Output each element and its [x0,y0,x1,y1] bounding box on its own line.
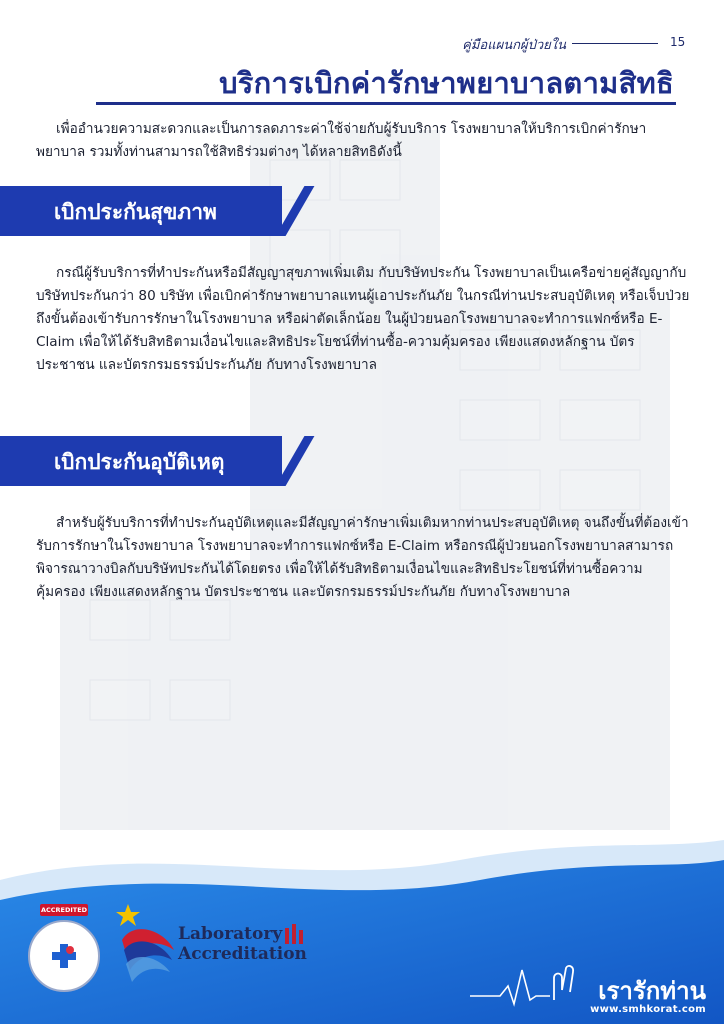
laboratory-accreditation-logo [114,900,314,1000]
section-paragraph-accident-insurance [36,512,690,604]
ha-accreditation-logo [22,904,106,1000]
page-header [0,34,724,58]
brand-block [590,978,706,1016]
section-body: กรณีผู้รับบริการที่ทำประกันหรือมีสัญญาสุขภาพเพิ่มเติม กับบริษัทประกัน โรงพยาบาลเป็นเครือข่ายคู่สัญญากับบริษัทประกันกว่า 80 บริษัท เพื่อเบิกค่ารักษาพยาบาลแทนผู้เอาประกันภัย ในกรณีท่านประสบอุบัติเหตุ หรือเจ็บป่วยถึงขั้นต้องเข้ารับการรักษาในโรงพยาบาล หรือผ่าตัดเล็กน้อย ในผู้ป่วยนอกโรงพยาบาลจะทำการแฟกซ์หรือ E-Claim เพื่อให้ได้รับสิทธิตามเงื่อนไขและสิทธิประโยชน์ที่ท่านซื้อ-ความคุ้มครอง เพียงแสดงหลักฐาน บัตรประชาชน และบัตรกรมธรรม์ประกันภัย กับทางโรงพยาบาล [36,265,690,373]
medical-cross-icon [50,942,78,970]
intro-text: เพื่ออำนวยความสะดวกและเป็นการลดภาระค่าใช้จ่ายกับผู้รับบริการ โรงพยาบาลให้บริการเบิกค่ารักษาพยาบาล รวมทั้งท่านสามารถใช้สิทธิร่วมต่างๆ ได้หลายสิทธิดังนี้ [36,121,647,160]
accredited-badge: ACCREDITED [40,906,88,914]
test-tubes-icon [284,924,306,944]
page-number: 15 [670,35,686,49]
star-ribbon-icon [114,900,178,1000]
intro-paragraph [36,118,690,164]
title-underline [96,102,676,105]
section-banner-health-insurance [0,186,320,236]
section-banner-accident-insurance [0,436,320,486]
lab-logo-line2: Accreditation [178,944,307,964]
document-title: คู่มือแผนกผู้ป่วยใน [462,38,566,53]
section-body: สำหรับผู้รับบริการที่ทำประกันอุบัติเหตุและมีสัญญาค่ารักษาเพิ่มเติมหากท่านประสบอุบัติเหตุ จนถึงขั้นที่ต้องเข้ารับการรักษาในโรงพยาบาล โรงพยาบาลจะทำการแฟกซ์หรือ E-Claim หรือกรณีผู้ป่วยนอกโรงพยาบาลสามารถพิจารณาวางบิลกับบริษัทประกันได้โดยตรง เพื่อให้ได้รับสิทธิตามเงื่อนไขและสิทธิประโยชน์ที่ท่านซื้อความคุ้มครอง เพียงแสดงหลักฐาน บัตรประชาชน และบัตรกรมธรรม์ประกันภัย กับทางโรงพยาบาล [36,515,689,600]
brand-url: www.smhkorat.com [590,1004,706,1015]
page-title: บริการเบิกค่ารักษาพยาบาลตามสิทธิ [219,66,674,100]
section-heading: เบิกประกันสุขภาพ [54,200,217,224]
brand-slogan: เรารักท่าน [598,977,706,1005]
lab-logo-line1: Laboratory [178,924,283,944]
section-paragraph-health-insurance [36,262,690,377]
header-divider [572,43,658,44]
section-heading: เบิกประกันอุบัติเหตุ [54,450,225,474]
